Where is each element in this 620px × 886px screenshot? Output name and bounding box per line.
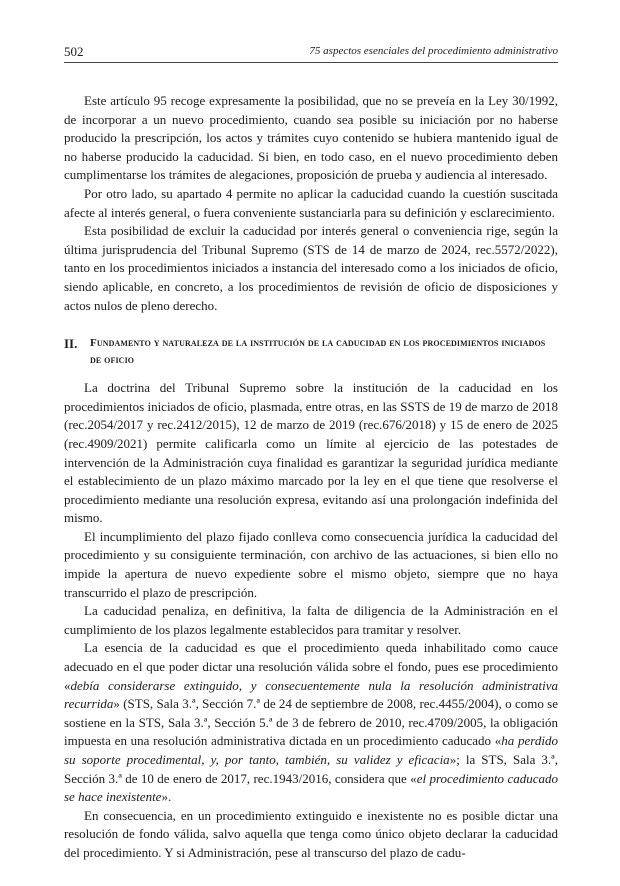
page-body [64,92,558,862]
section-title: Fundamento y naturaleza de la institución de la caducidad en los procedimientos iniciados de oficio [90,337,546,367]
page-number: 502 [64,44,84,59]
esencia-quote-1: debía considerarse extinguido, y consecuentemente nula la resolución administrativa recurrida [64,677,558,712]
section-number: II. [64,336,78,352]
esencia-quote-2: ha perdido su soporte procedimental, y, por tanto, también, su validez y eficacia [64,733,558,767]
esencia-text-3: »; la STS, Sala 3.ª, Sección 3.ª de 10 de enero de 2017, rec.1943/2016, considera que « [64,752,558,786]
last-paragraph-wrapper [64,807,558,862]
running-header [64,44,558,63]
paragraph-consecuencia: En consecuencia, en un procedimiento extinguido e inexistente no es posible dictar una resolución de fondo válida, salvo aquella que tenga como único objeto declarar la caducidad del procedimiento. Y si Administración, pese al transcurso del plazo de cadu- [64,807,558,860]
esencia-text-2: » (STS, Sala 3.ª, Sección 7.ª de 24 de septiembre de 2008, rec.4455/2004), o como se sostiene en la STS, Sala 3.ª, Sección 5.ª de 3 de febrero de 2010, rec.4709/2005, la obligación impuesta en una resolución administrativa dictada en un procedimiento caducado « [64,696,558,749]
esencia-text-4: ». [161,789,172,805]
paragraph-article-95: Este artículo 95 recoge expresamente la posibilidad, que no se preveía en la Ley 30/1992, de incorporar a un nuevo procedimiento, cuando sea posible su iniciación por no haberse producido la prescripción, los actos y trámites cuyo contenido se hubiera mantenido igual de no haberse producido la caducidad. Si bien, en todo caso, en el nuevo procedimiento deben cumplimentarse los trámites de alegaciones, proposición de prueba y audiencia al interesado. [64,93,558,183]
book-title: 75 aspectos esenciales del procedimiento administrativo [309,45,558,57]
paragraph-esencia [64,639,558,806]
section-heading [64,335,558,369]
paragraph-incumplimiento: El incumplimiento del plazo fijado conlleva como consecuencia jurídica la caducidad del procedimiento y su consiguiente terminación, con archivo de las actuaciones, si bien ello no impide la apertura de nuevo expediente sobre el mismo objeto, siempre que no haya transcurrido el plazo de prescripción. [64,528,558,600]
esencia-text-1: La esencia de la caducidad es que el procedimiento queda inhabilitado como cauce adecuado en el que poder dictar una resolución válida sobre el fondo, pues ese procedimiento « [64,640,558,693]
esencia-quote-3: el procedimiento caducado se hace inexistente [64,770,558,805]
paragraph-apartado-4: Por otro lado, su apartado 4 permite no aplicar la caducidad cuando la cuestión suscitada afecte al interés general, o fuera conveniente sustanciarla para su definición y esclarecimiento. [64,185,558,220]
paragraph-interes-general: Esta posibilidad de excluir la caducidad por interés general o conveniencia rige, según la última jurisprudencia del Tribunal Supremo (STS de 14 de marzo de 2024, rec.5572/2022), tanto en los procedimientos iniciados a instancia del interesado como a los iniciados de oficio, siendo aplicable, en concreto, a los procedimientos de revisión de oficio de disposiciones y actos nulos de pleno derecho. [64,223,558,313]
paragraph-penaliza: La caducidad penaliza, en definitiva, la falta de diligencia de la Administración en el cumplimiento de los plazos legalmente establecidos para tramitar y resolver. [64,603,558,637]
paragraph-doctrina: La doctrina del Tribunal Supremo sobre la institución de la caducidad en los procedimientos iniciados de oficio, plasmada, entre otras, en las SSTS de 19 de marzo de 2018 (rec.2054/2017 y rec.2412/2015), 12 de marzo de 2019 (rec.676/2018) y 15 de enero de 2025 (rec.4909/2021) permite calificarla como un límite al ejercicio de las potestades de intervención de la Administración cuya finalidad es garantizar la seguridad jurídica mediante el establecimiento de un plazo máximo marcado por la ley en el que tiene que resolverse el procedimiento mediante una resolución expresa, evitando así una prolongación indefinida del mismo. [64,380,558,526]
